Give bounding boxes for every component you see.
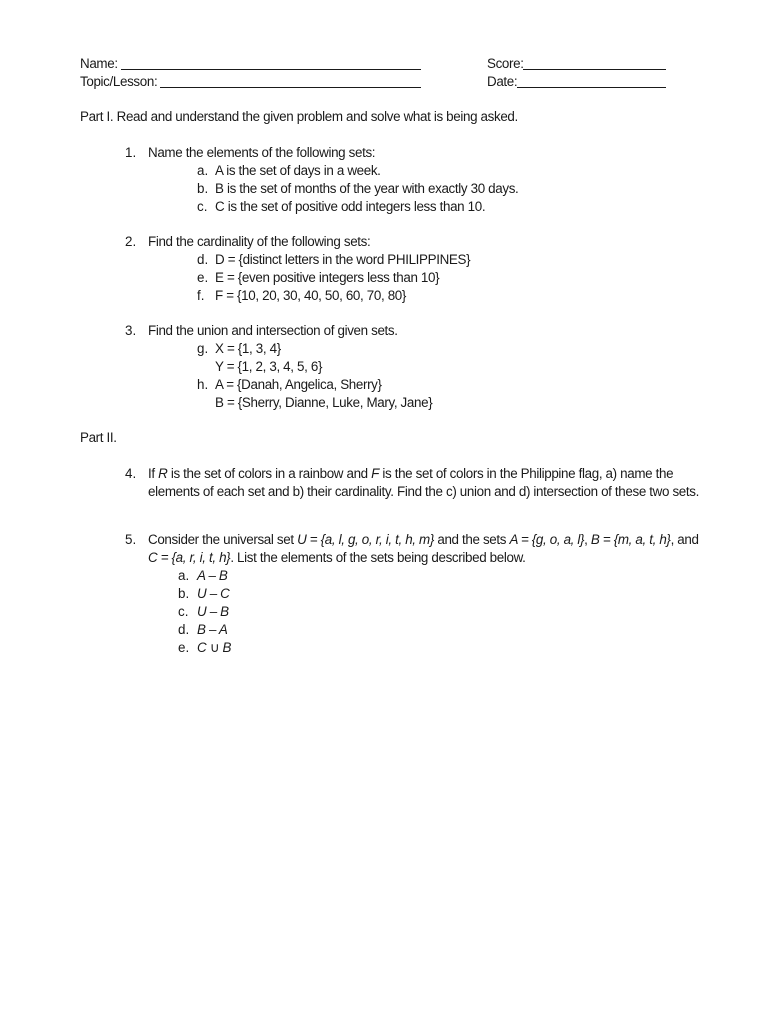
q1c-marker: c. bbox=[197, 199, 208, 214]
q3h-line1: A = {Danah, Angelica, Sherry} bbox=[215, 377, 382, 392]
q2-number: 2. bbox=[125, 234, 137, 249]
q1a-text: A is the set of days in a week. bbox=[215, 163, 381, 178]
q5-number: 5. bbox=[125, 532, 137, 547]
q2d-text: D = {distinct letters in the word PHILIPPINES} bbox=[215, 252, 471, 267]
q3h-line2: B = {Sherry, Dianne, Luke, Mary, Jane} bbox=[215, 395, 433, 410]
name-row bbox=[80, 55, 680, 73]
q5a-expr: A – B bbox=[197, 568, 228, 583]
q5c-marker: c. bbox=[178, 604, 189, 619]
score-label: Score: bbox=[487, 56, 524, 71]
q5-line2: C = {a, r, i, t, h}. List the elements of the sets being described below. bbox=[148, 550, 526, 565]
q5a-marker: a. bbox=[178, 568, 190, 583]
q3g-line2: Y = {1, 2, 3, 4, 5, 6} bbox=[215, 359, 323, 374]
q2e-text: E = {even positive integers less than 10} bbox=[215, 270, 440, 285]
topic-row bbox=[80, 73, 680, 91]
q5c-expr: U – B bbox=[197, 604, 229, 619]
q1a-marker: a. bbox=[197, 163, 209, 178]
q4-number: 4. bbox=[125, 466, 137, 481]
part2-title: Part II. bbox=[80, 430, 117, 445]
q2-text: Find the cardinality of the following sets: bbox=[148, 234, 371, 249]
q3h-marker: h. bbox=[197, 377, 209, 392]
q4-line1: If R is the set of colors in a rainbow and F is the set of colors in the Philippine flag, a) name the bbox=[148, 466, 674, 481]
q2f-marker: f. bbox=[197, 288, 205, 303]
q3-number: 3. bbox=[125, 323, 137, 338]
q3g-marker: g. bbox=[197, 341, 209, 356]
q5e-expr: C ∪ B bbox=[197, 640, 232, 655]
q2e-marker: e. bbox=[197, 270, 209, 285]
name-blank[interactable] bbox=[121, 56, 421, 70]
name-label: Name: bbox=[80, 56, 118, 71]
q1c-text: C is the set of positive odd integers less than 10. bbox=[215, 199, 486, 214]
q1b-text: B is the set of months of the year with exactly 30 days. bbox=[215, 181, 519, 196]
q5d-marker: d. bbox=[178, 622, 190, 637]
q1-number: 1. bbox=[125, 145, 137, 160]
date-blank[interactable] bbox=[517, 74, 666, 88]
q5d-expr: B – A bbox=[197, 622, 228, 637]
topic-blank[interactable] bbox=[160, 74, 421, 88]
q5-line1: Consider the universal set U = {a, l, g, o, r, i, t, h, m} and the sets A = {g, o, a, l}, B = {m, a, t, h}, and bbox=[148, 532, 699, 547]
q5b-marker: b. bbox=[178, 586, 190, 601]
part1-instruction: Part I. Read and understand the given problem and solve what is being asked. bbox=[80, 109, 518, 124]
q1b-marker: b. bbox=[197, 181, 209, 196]
score-blank[interactable] bbox=[523, 56, 666, 70]
q2f-text: F = {10, 20, 30, 40, 50, 60, 70, 80} bbox=[215, 288, 407, 303]
q2d-marker: d. bbox=[197, 252, 209, 267]
date-label: Date: bbox=[487, 74, 518, 89]
q3-text: Find the union and intersection of given sets. bbox=[148, 323, 398, 338]
q1-text: Name the elements of the following sets: bbox=[148, 145, 376, 160]
topic-label: Topic/Lesson: bbox=[80, 74, 158, 89]
q5e-marker: e. bbox=[178, 640, 190, 655]
q5b-expr: U – C bbox=[197, 586, 230, 601]
q4-line2: elements of each set and b) their cardinality. Find the c) union and d) intersection of these two sets. bbox=[148, 484, 699, 499]
q3g-line1: X = {1, 3, 4} bbox=[215, 341, 281, 356]
